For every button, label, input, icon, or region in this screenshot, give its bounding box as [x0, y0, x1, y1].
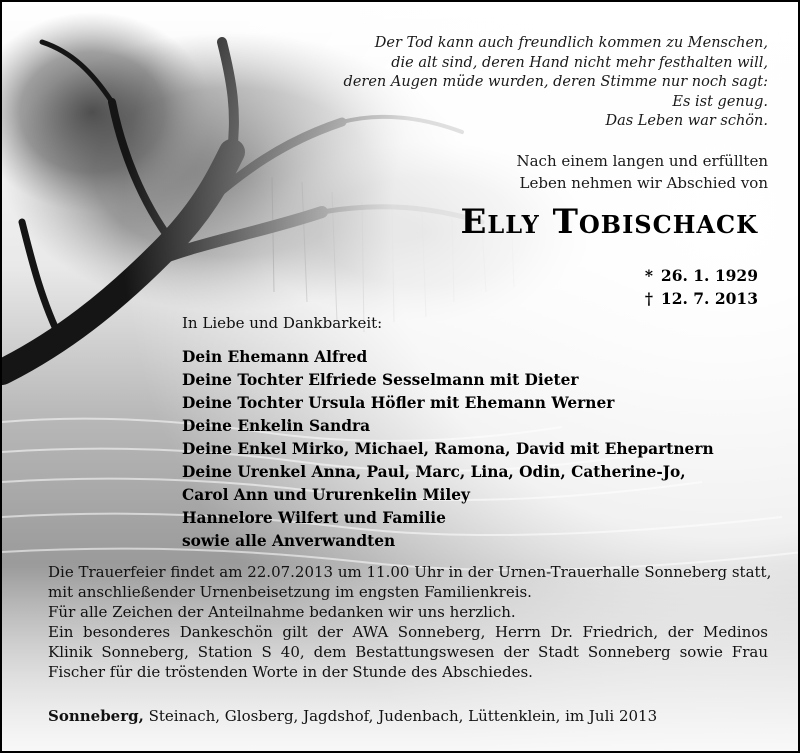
closing-place: Sonneberg, [48, 707, 144, 725]
farewell-line: Leben nehmen wir Abschied von [519, 174, 768, 192]
mourner-line: Hannelore Wilfert und Familie [182, 509, 446, 527]
closing-rest: Steinach, Glosberg, Jagdshof, Judenbach, Lüttenklein, im Juli 2013 [143, 707, 658, 725]
place-and-date [48, 707, 657, 725]
farewell-text [516, 150, 768, 194]
poem-line: die alt sind, deren Hand nicht mehr festhalten will, [391, 54, 768, 71]
life-dates [637, 264, 758, 310]
gratitude-intro: In Liebe und Dankbarkeit: [182, 314, 383, 332]
mourner-line: sowie alle Anverwandten [182, 532, 396, 550]
info-line: mit anschließender Urnenbeisetzung im engsten Familienkreis. [48, 583, 532, 601]
mourner-line: Carol Ann und Ururenkelin Miley [182, 486, 470, 504]
funeral-info [48, 562, 772, 682]
info-line: Die Trauerfeier findet am 22.07.2013 um 11.00 Uhr in der Urnen-Trauerhalle Sonneberg statt, [48, 563, 772, 581]
mourner-line: Deine Tochter Ursula Höfler mit Ehemann Werner [182, 394, 615, 412]
poem-line: Es ist genug. [672, 93, 768, 110]
mourner-line: Deine Enkel Mirko, Michael, Ramona, David mit Ehepartnern [182, 440, 714, 458]
mourner-line: Deine Tochter Elfriede Sesselmann mit Dieter [182, 371, 579, 389]
death-date: 12. 7. 2013 [660, 289, 758, 308]
poem-line: deren Augen müde wurden, deren Stimme nur noch sagt: [343, 74, 768, 90]
death-cross-icon: † [644, 289, 653, 308]
poem-line: Das Leben war schön. [605, 113, 768, 129]
info-line: Klinik Sonneberg, Station S 40, dem Bestattungswesen der Stadt Sonneberg sowie Frau [48, 643, 768, 661]
birth-date: 26. 1. 1929 [660, 266, 758, 285]
farewell-line: Nach einem langen und erfüllten [516, 152, 768, 170]
mourner-line: Deine Enkelin Sandra [182, 417, 371, 435]
info-line: Fischer für die tröstenden Worte in der Stunde des Abschiedes. [48, 663, 533, 681]
birth-symbol: * [644, 266, 653, 285]
deceased-name: Elly Tobischack [460, 202, 758, 242]
mourner-line: Deine Urenkel Anna, Paul, Marc, Lina, Odin, Catherine-Jo, [182, 463, 686, 481]
poem-quote [344, 34, 768, 132]
info-line: Ein besonderes Dankeschön gilt der AWA Sonneberg, Herrn Dr. Friedrich, der Medinos [48, 623, 768, 641]
poem-line: Der Tod kann auch freundlich kommen zu Menschen, [374, 35, 768, 51]
mourner-line: Dein Ehemann Alfred [182, 348, 368, 366]
info-line: Für alle Zeichen der Anteilnahme bedanken wir uns herzlich. [48, 603, 516, 621]
mourners-list [182, 346, 714, 553]
